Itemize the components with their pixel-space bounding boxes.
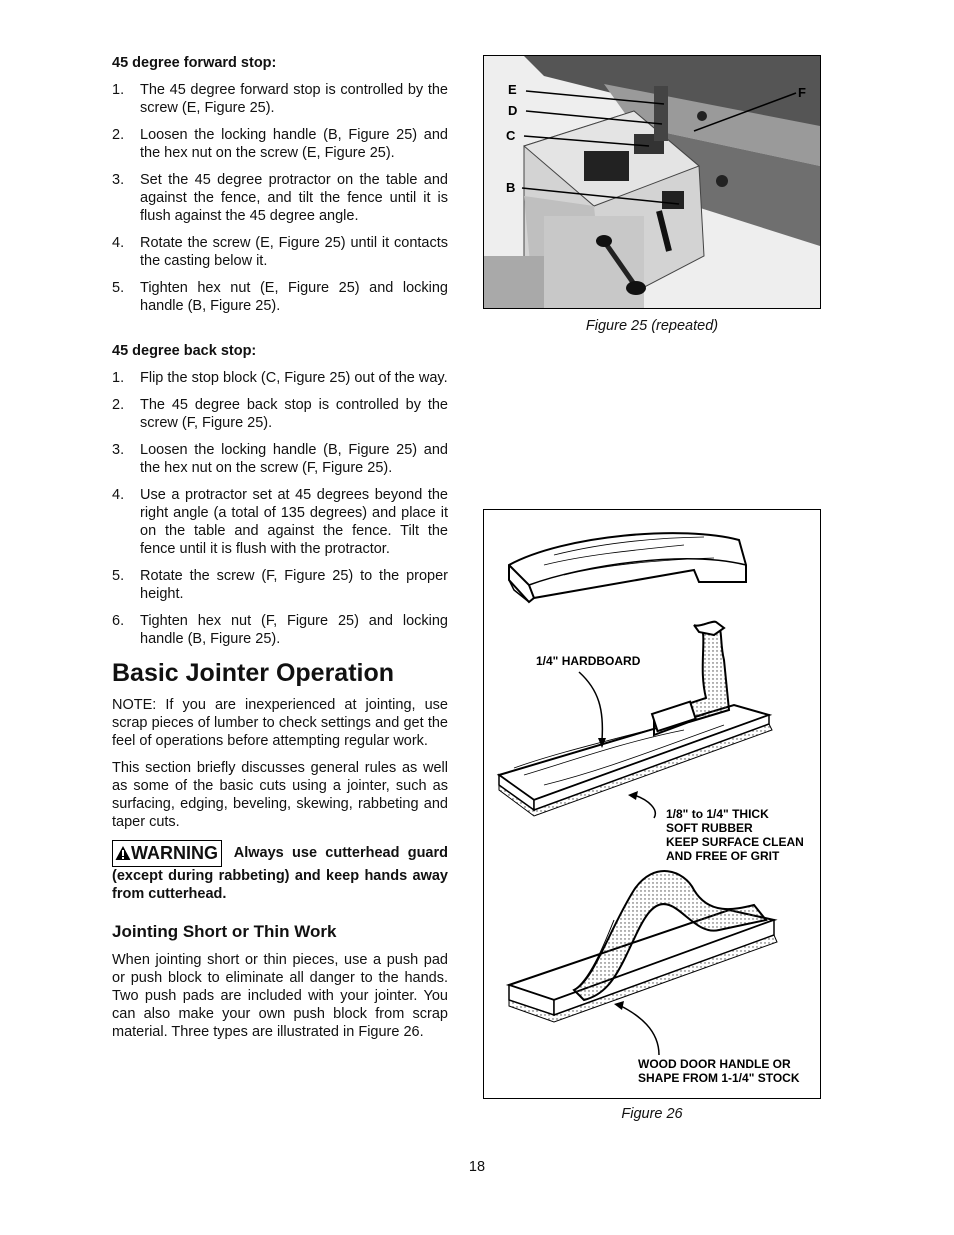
page-number: 18 — [468, 1159, 486, 1175]
step-number: 5. — [112, 568, 125, 584]
figure-25-image — [483, 55, 821, 309]
step-text: Rotate the screw (F, Figure 25) to the proper height. — [140, 568, 448, 602]
step-text: The 45 degree back stop is controlled by the screw (F, Figure 25). — [140, 397, 448, 431]
step-number: 2. — [112, 397, 125, 413]
step-text: Rotate the screw (E, Figure 25) until it contacts the casting below it. — [140, 235, 448, 269]
intro-paragraph: This section briefly discusses general rules as well as some of the basic cuts using a jointer, such as surfacing, edging, beveling, skewing, rabbeting and taper cuts. — [112, 760, 448, 830]
warning-label: WARNING — [131, 843, 218, 863]
note-paragraph: NOTE: If you are inexperienced at jointing, use scrap pieces of lumber to check settings and get the feel of operations before attempting regular work. — [112, 697, 448, 749]
warning-badge — [112, 840, 222, 867]
rubber-label-line: KEEP SURFACE CLEAN — [666, 835, 804, 849]
back-stop-steps — [112, 369, 448, 648]
step-text: Loosen the locking handle (B, Figure 25) and the hex nut on the screw (E, Figure 25). — [140, 127, 448, 161]
step-number: 1. — [112, 82, 125, 98]
list-item — [112, 126, 448, 162]
step-text: Use a protractor set at 45 degrees beyond the right angle (a total of 135 degrees) and place it on the table and against the fence. Tilt the fence until it is flush with the protractor. — [140, 487, 448, 557]
figure-25-label-e: E — [508, 82, 517, 97]
left-column — [112, 54, 448, 1050]
subsection-title: Jointing Short or Thin Work — [112, 922, 337, 941]
forward-stop-heading: 45 degree forward stop: — [112, 55, 277, 71]
short-work-paragraph: When jointing short or thin pieces, use a push pad or push block to eliminate all danger to the hands. Two push pads are included with your jointer. You can also make your own push block from scrap material. Three types are illustrated in Figure 26. — [112, 952, 448, 1040]
list-item — [112, 171, 448, 225]
list-item — [112, 279, 448, 315]
figure-25-label-c: C — [506, 128, 516, 143]
figure-25-label-d: D — [508, 103, 518, 118]
step-text: The 45 degree forward stop is controlled by the screw (E, Figure 25). — [140, 82, 448, 116]
rubber-label-line: 1/8" to 1/4" THICK — [666, 807, 769, 821]
warning-triangle-icon — [115, 844, 131, 866]
list-item — [112, 486, 448, 558]
step-number: 3. — [112, 442, 125, 458]
figure-25-label-f: F — [798, 85, 806, 100]
warning-block — [112, 840, 448, 903]
warning-text: Always use cutterhead guard (except during rabbeting) and keep hands away from cutterhead. — [112, 845, 449, 902]
list-item — [112, 369, 448, 387]
list-item — [112, 234, 448, 270]
step-text: Tighten hex nut (F, Figure 25) and locking handle (B, Figure 25). — [140, 613, 448, 647]
hardboard-label: 1/4" HARDBOARD — [536, 654, 641, 668]
list-item — [112, 567, 448, 603]
step-number: 5. — [112, 280, 125, 296]
step-number: 2. — [112, 127, 125, 143]
list-item — [112, 612, 448, 648]
step-number: 4. — [112, 235, 125, 251]
step-text: Tighten hex nut (E, Figure 25) and locking handle (B, Figure 25). — [140, 280, 448, 314]
handle-label-line: SHAPE FROM 1-1/4" STOCK — [638, 1071, 800, 1085]
step-number: 4. — [112, 487, 125, 503]
step-text: Loosen the locking handle (B, Figure 25) and the hex nut on the screw (F, Figure 25). — [140, 442, 448, 476]
list-item — [112, 441, 448, 477]
step-text: Set the 45 degree protractor on the table and against the fence, and tilt the fence until it is flush against the 45 degree angle. — [140, 172, 448, 224]
forward-stop-steps — [112, 81, 448, 315]
list-item — [112, 81, 448, 117]
section-title: Basic Jointer Operation — [112, 659, 395, 687]
figure-25-caption: Figure 25 (repeated) — [585, 318, 719, 334]
figure-26-image — [483, 509, 821, 1099]
handle-label-line: WOOD DOOR HANDLE OR — [638, 1057, 791, 1071]
rubber-label-line: SOFT RUBBER — [666, 821, 753, 835]
figure-26-caption: Figure 26 — [621, 1106, 683, 1122]
figure-25-label-b: B — [506, 180, 516, 195]
back-stop-heading: 45 degree back stop: — [112, 343, 257, 359]
step-text: Flip the stop block (C, Figure 25) out of the way. — [140, 370, 448, 386]
step-number: 1. — [112, 370, 125, 386]
step-number: 3. — [112, 172, 125, 188]
list-item — [112, 396, 448, 432]
rubber-label-line: AND FREE OF GRIT — [666, 849, 780, 863]
step-number: 6. — [112, 613, 125, 629]
